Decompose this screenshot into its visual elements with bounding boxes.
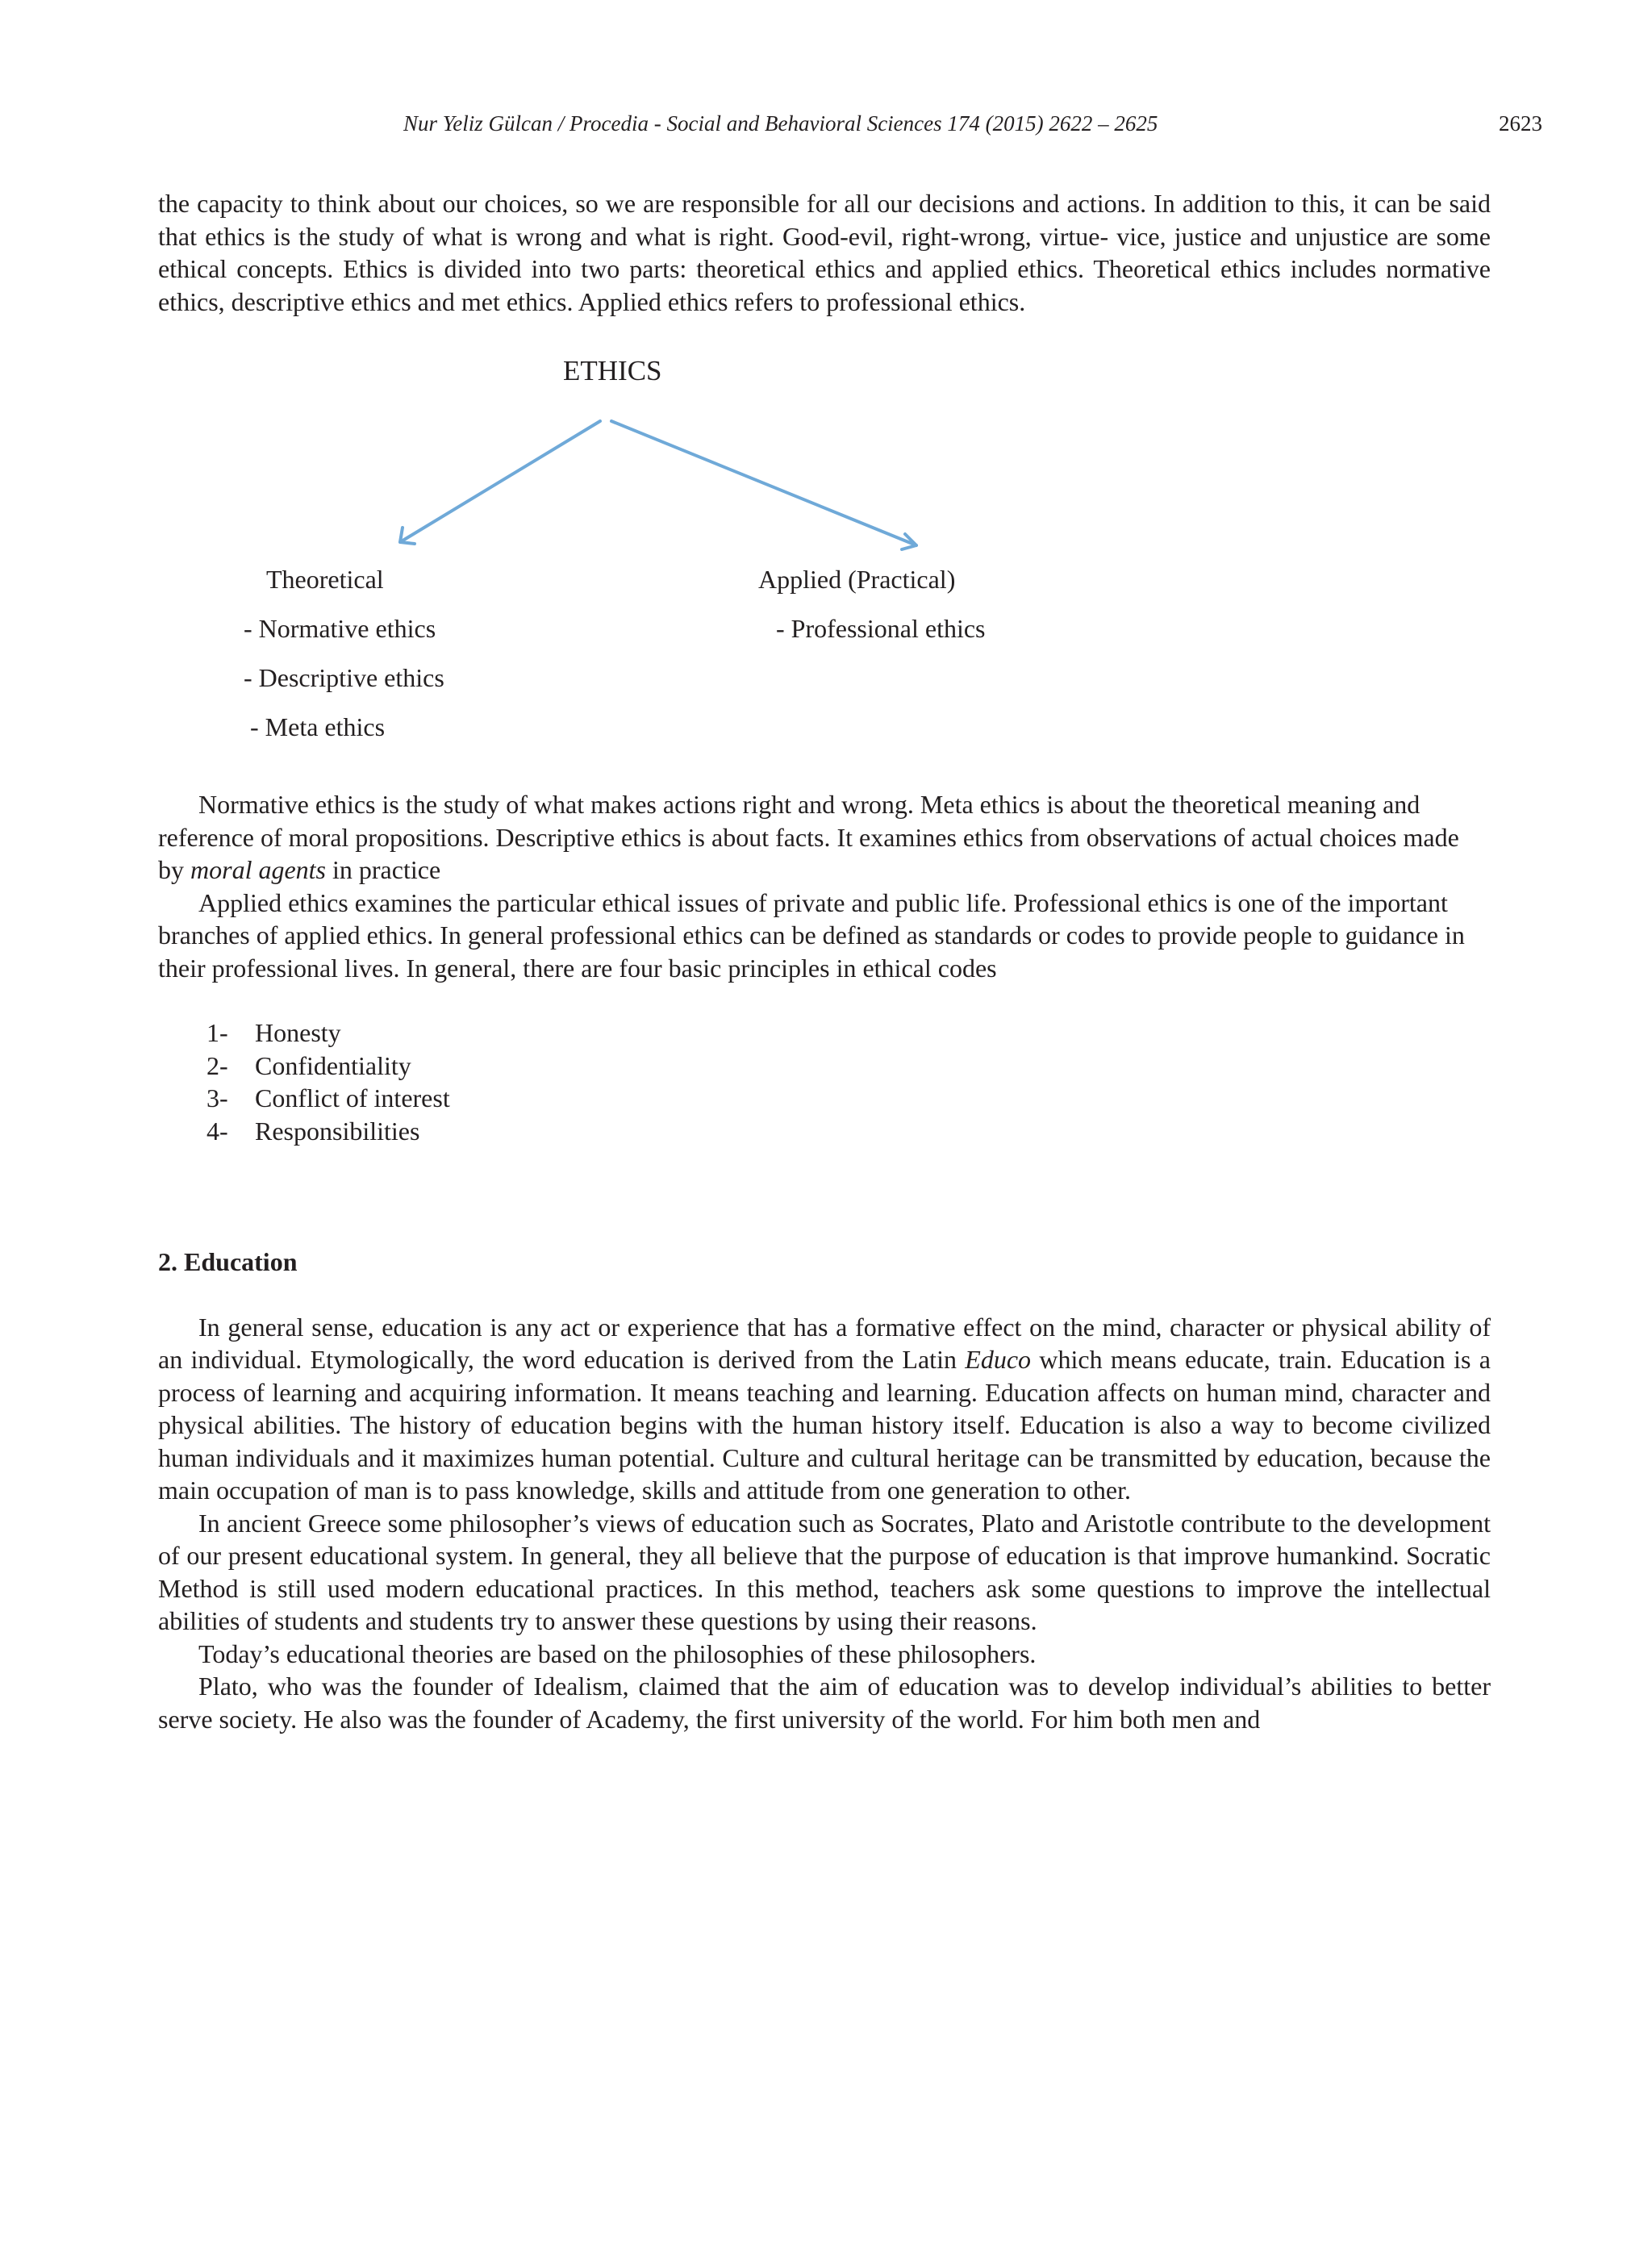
list-label: Conflict of interest [255, 1083, 450, 1112]
principles-list [158, 1016, 1491, 1147]
theoretical-item: - Meta ethics [250, 712, 386, 741]
applied-item: - Professional ethics [776, 614, 986, 643]
applied-title: Applied (Practical) [758, 565, 956, 594]
list-number: 3- [206, 1083, 228, 1112]
ethics-paragraph-1 [158, 788, 1491, 887]
list-number: 4- [206, 1116, 228, 1146]
article-body [158, 187, 1491, 1735]
section-heading: 2. Education [158, 1247, 298, 1276]
education-paragraph-3: Today’s educational theories are based on the philosophies of these philosophers. [198, 1638, 1037, 1668]
page-header [0, 111, 1652, 144]
diagram-root-label: ETHICS [563, 355, 662, 386]
intro-paragraph: the capacity to think about our choices, so we are responsible for all our decisions and actions. In addition to this, it can be said that ethics is the study of what is wrong and what is right. Good-evil, right-wrong, virtue- vice, justice and unjustice are some ethical concepts. Ethics is divided into two parts: theoretical ethics and applied ethics. Theoretical ethics includes normative ethics, descriptive ethics and met ethics. Applied ethics refers to professional ethics. [158, 189, 1491, 316]
list-number: 2- [206, 1050, 228, 1080]
theoretical-title: Theoretical [266, 565, 384, 594]
text-span: In general sense, education is any act or experience that has a formative effect on the mind, character or physical ability of an individual. Etymologically, the word education is derived from the Latin [158, 1312, 1491, 1374]
italic-term: moral agents [190, 855, 326, 884]
list-label: Confidentiality [255, 1050, 411, 1080]
theoretical-item: - Descriptive ethics [244, 663, 444, 692]
text-span: Normative ethics is the study of what makes actions right and wrong. Meta ethics is about the theoretical meaning and reference of moral propositions. Descriptive ethics is about facts. It examines ethics from observations of actual choices made by [158, 790, 1459, 884]
education-paragraph-2: In ancient Greece some philosopher’s views of education such as Socrates, Plato and Aristotle contribute to the development of our present educational system. In general, they all believe that the purpose of education is that improve humankind. Socratic Method is still used modern educational practices. In this method, teachers ask some questions to improve the intellectual abilities of students and students try to answer these questions by using their reasons. [158, 1508, 1491, 1635]
theoretical-item: - Normative ethics [244, 614, 436, 643]
italic-term: Educo [965, 1345, 1032, 1374]
list-item [158, 1082, 1491, 1115]
running-head: Nur Yeliz Gülcan / Procedia - Social and Behavioral Sciences 174 (2015) 2622 – 2625 [403, 111, 1158, 136]
ethics-diagram [158, 345, 1491, 787]
list-item [158, 1016, 1491, 1050]
text-span: which means educate, train. Education is a process of learning and acquiring information. It means teaching and learning. Education affects on human mind, character and physical abilities. The history of education begins with the human history itself. Education is also a way to become civilized human individuals and it maximizes human potential. Culture and cultural heritage can be transmitted by education, because the main occupation of man is to pass knowledge, skills and attitude from one generation to other. [158, 1345, 1491, 1505]
list-item [158, 1050, 1491, 1083]
arrow-to-applied [611, 421, 916, 545]
ethics-paragraph-2: Applied ethics examines the particular ethical issues of private and public life. Professional ethics is one of the important branches of applied ethics. In general professional ethics can be defined as standards or codes to provide people to guidance in their professional lives. In general, there are four basic principles in ethical codes [158, 887, 1465, 983]
list-item [158, 1115, 1491, 1148]
page-number: 2623 [1499, 111, 1542, 136]
text-span: in practice [326, 855, 441, 884]
list-number: 1- [206, 1018, 228, 1047]
list-label: Honesty [255, 1018, 341, 1047]
education-paragraph-1 [158, 1311, 1491, 1507]
education-paragraph-4: Plato, who was the founder of Idealism, claimed that the aim of education was to develop individual’s abilities to better serve society. He also was the founder of Academy, the first university of the world. For him both men and [158, 1672, 1491, 1734]
list-label: Responsibilities [255, 1116, 420, 1146]
arrow-to-theoretical [400, 421, 600, 542]
